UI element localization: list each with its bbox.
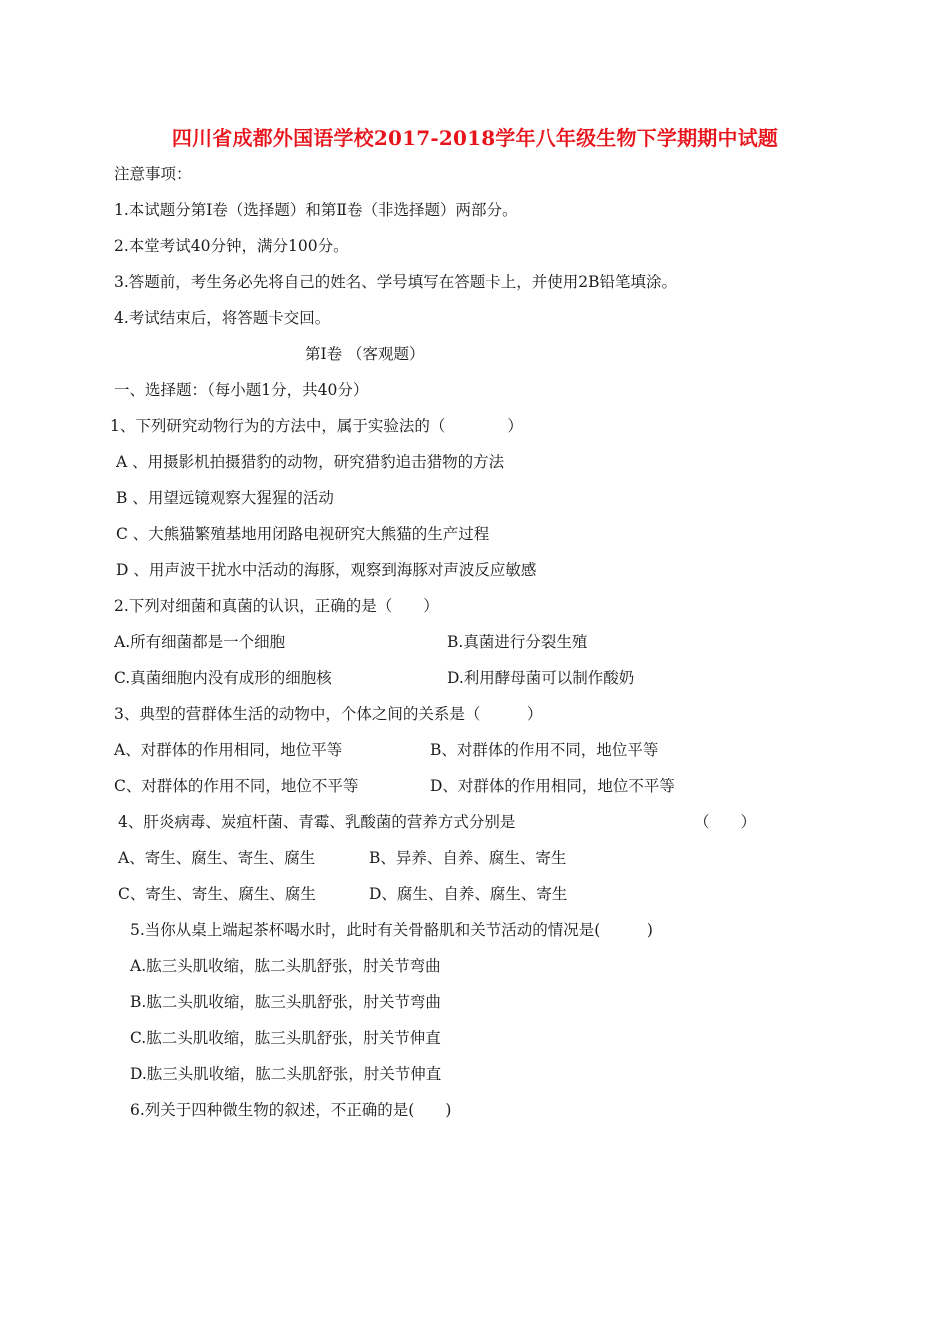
question-3-option-a: A、对群体的作用相同，地位平等 [114, 741, 343, 759]
note-item: 1.本试题分第Ⅰ卷（选择题）和第Ⅱ卷（非选择题）两部分。 [114, 201, 518, 219]
question-1-option: D 、用声波干扰水中活动的海豚，观察到海豚对声波反应敏感 [116, 561, 537, 579]
part-title: 一、选择题：（每小题1分，共40分） [114, 381, 369, 399]
note-item: 4.考试结束后，将答题卡交回。 [114, 309, 331, 327]
question-5-stem: 5.当你从桌上端起茶杯喝水时，此时有关骨骼肌和关节活动的情况是( ) [130, 921, 653, 939]
question-1-option: C 、大熊猫繁殖基地用闭路电视研究大熊猫的生产过程 [116, 525, 490, 543]
question-2-option-b: B.真菌进行分裂生殖 [447, 633, 588, 651]
question-2-option-d: D.利用酵母菌可以制作酸奶 [447, 669, 635, 687]
question-4-stem: 4、肝炎病毒、炭疽杆菌、青霉、乳酸菌的营养方式分别是 [118, 813, 516, 831]
question-2-stem: 2.下列对细菌和真菌的认识，正确的是（ ） [114, 597, 439, 615]
question-3-stem: 3、典型的营群体生活的动物中，个体之间的关系是（ ） [114, 705, 543, 723]
question-4-option-a: A、寄生、腐生、寄生、腐生 [118, 849, 316, 867]
question-5-option: D.肱三头肌收缩，肱二头肌舒张，肘关节伸直 [130, 1065, 442, 1083]
question-3-option-b: B、对群体的作用不同，地位平等 [430, 741, 659, 759]
notes-header: 注意事项： [114, 165, 192, 183]
question-4-option-d: D、腐生、自养、腐生、寄生 [369, 885, 568, 903]
section-title: 第Ⅰ卷 （客观题） [305, 345, 425, 363]
question-4-answer-paren: （ ） [694, 813, 757, 831]
question-3-option-d: D、对群体的作用相同，地位不平等 [430, 777, 675, 795]
question-5-option: A.肱三头肌收缩，肱二头肌舒张，肘关节弯曲 [130, 957, 441, 975]
question-1-stem: 1、下列研究动物行为的方法中，属于实验法的（ ） [110, 417, 523, 435]
question-5-option: B.肱二头肌收缩，肱三头肌舒张，肘关节弯曲 [130, 993, 441, 1011]
page-title: 四川省成都外国语学校2017-2018学年八年级生物下学期期中试题 [171, 126, 779, 150]
question-5-option: C.肱二头肌收缩，肱三头肌舒张，肘关节伸直 [130, 1029, 441, 1047]
question-1-option: B 、用望远镜观察大猩猩的活动 [116, 489, 334, 507]
question-3-option-c: C、对群体的作用不同，地位不平等 [114, 777, 359, 795]
note-item: 2.本堂考试40分钟，满分100分。 [114, 237, 349, 255]
question-4-option-b: B、异养、自养、腐生、寄生 [369, 849, 567, 867]
question-1-option: A 、用摄影机拍摄猎豹的动物，研究猎豹追击猎物的方法 [116, 453, 505, 471]
question-2-option-a: A.所有细菌都是一个细胞 [114, 633, 286, 651]
question-2-option-c: C.真菌细胞内没有成形的细胞核 [114, 669, 332, 687]
question-4-option-c: C、寄生、寄生、腐生、腐生 [118, 885, 316, 903]
question-6-stem: 6.列关于四种微生物的叙述，不正确的是( ) [130, 1101, 452, 1119]
note-item: 3.答题前，考生务必先将自己的姓名、学号填写在答题卡上，并使用2B铅笔填涂。 [114, 273, 678, 291]
